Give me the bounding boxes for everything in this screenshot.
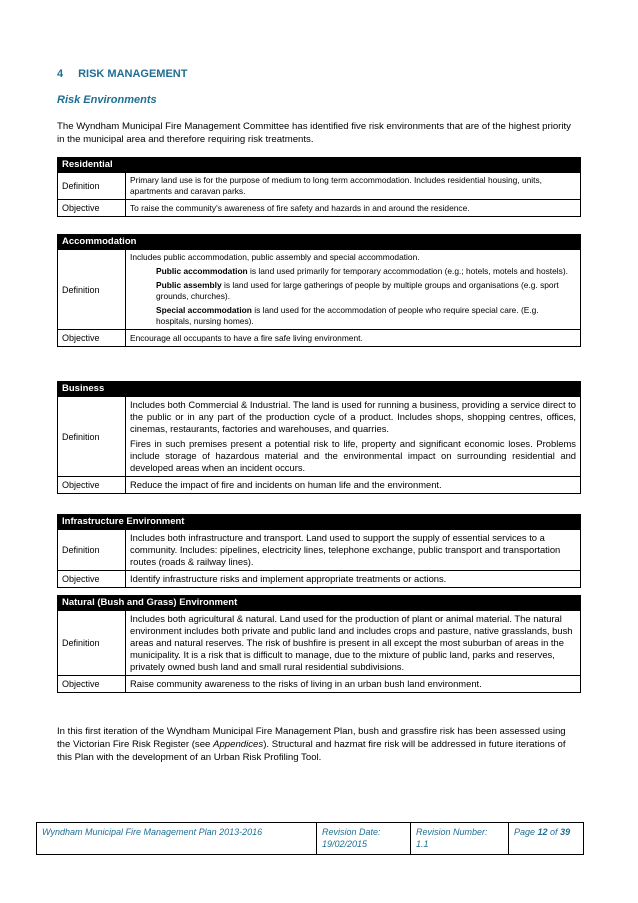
footer-revision-number: 1.1 [416, 839, 429, 849]
accommodation-item-term: Special accommodation [156, 305, 252, 315]
footer-page-total: 39 [560, 827, 571, 837]
accommodation-definition-label: Definition [58, 250, 126, 330]
business-definition: Includes both Commercial & Industrial. The land is used for running a business, providing a service direct to the public or in any part of the production cycle of a product. Includes shops, shopping centres, offices, cinemas, restaurants, factories and warehouses, and quarries. [130, 399, 576, 434]
business-definition-2: Fires in such premises present a potential risk to life, property and significant economic loses. Problems include storage of hazardous material and the environmental impact on surrounding residential and developed areas when an incident occurs. [130, 438, 576, 473]
residential-table [57, 157, 581, 217]
accommodation-item-text: is land used for the accommodation of people who require special care. (E.g. hospitals, nursing homes). [156, 305, 539, 326]
residential-objective-label: Objective [58, 200, 126, 217]
intro-paragraph: The Wyndham Municipal Fire Management Committee has identified five risk environments that are of the highest priority in the municipal area and therefore requiring risk treatments. [57, 121, 571, 145]
natural-definition-label: Definition [58, 611, 126, 676]
infrastructure-header: Infrastructure Environment [58, 515, 581, 530]
accommodation-objective-label: Objective [58, 330, 126, 347]
footer-page-prefix: Page [514, 827, 538, 837]
infrastructure-table [57, 514, 581, 588]
accommodation-definition: Includes public accommodation, public assembly and special accommodation. [130, 252, 420, 262]
accommodation-item [130, 266, 576, 277]
section-number: 4 [57, 68, 64, 80]
accommodation-item-text: is land used for large gatherings of people by multiple groups and organisations (e.g. sport grounds, churches). [156, 280, 559, 301]
accommodation-item [130, 280, 576, 302]
accommodation-item-term: Public assembly [156, 280, 222, 290]
closing-text-after: ). Structural and hazmat fire risk will be addressed in future iterations of this Plan with the development of an Urban Risk Profiling Tool. [57, 739, 566, 763]
section-heading [57, 68, 187, 80]
business-definition-cell [126, 397, 581, 477]
residential-header: Residential [58, 158, 581, 173]
accommodation-table [57, 234, 581, 347]
accommodation-item-text: is land used primarily for temporary accommodation (e.g.; hotels, motels and hostels). [247, 266, 568, 276]
natural-header: Natural (Bush and Grass) Environment [58, 596, 581, 611]
page-footer [36, 822, 584, 855]
footer-plan-title: Wyndham Municipal Fire Management Plan 2013-2016 [37, 823, 317, 855]
residential-objective: To raise the community's awareness of fire safety and hazards in and around the residence. [126, 200, 581, 217]
residential-definition-label: Definition [58, 173, 126, 200]
accommodation-objective: Encourage all occupants to have a fire safe living environment. [126, 330, 581, 347]
business-objective: Reduce the impact of fire and incidents on human life and the environment. [126, 477, 581, 494]
footer-revision-date: 19/02/2015 [322, 839, 368, 849]
accommodation-header: Accommodation [58, 235, 581, 250]
business-objective-label: Objective [58, 477, 126, 494]
closing-paragraph [57, 725, 581, 764]
infrastructure-definition-label: Definition [58, 530, 126, 571]
footer-page-number [509, 823, 584, 855]
natural-definition: Includes both agricultural & natural. Land used for the production of plant or animal material. The natural environment includes both private and public land and includes crops and pasture, native grasslands, bush areas and natural reserves. The risk of bushfire is present in all except the most suburban of areas in the municipality. It is a risk that is difficult to manage, due to the mixture of public land, parks and reserves, privately owned bush land and small rural residential subdivisions. [126, 611, 581, 676]
residential-definition: Primary land use is for the purpose of medium to long term accommodation. Includes residential housing, units, apartments and caravan parks. [126, 173, 581, 200]
natural-objective: Raise community awareness to the risks of living in an urban bush land environment. [126, 676, 581, 693]
business-table [57, 381, 581, 494]
business-header: Business [58, 382, 581, 397]
business-definition-label: Definition [58, 397, 126, 477]
footer-revision-number-label: Revision Number: [416, 827, 488, 837]
accommodation-item-term: Public accommodation [156, 266, 248, 276]
closing-appendices-reference: Appendices [213, 739, 264, 750]
accommodation-item [130, 305, 576, 327]
subsection-heading: Risk Environments [57, 94, 157, 106]
natural-objective-label: Objective [58, 676, 126, 693]
section-title: RISK MANAGEMENT [78, 68, 188, 80]
footer-page-current: 12 [537, 827, 548, 837]
infrastructure-objective: Identify infrastructure risks and implement appropriate treatments or actions. [126, 571, 581, 588]
infrastructure-definition: Includes both infrastructure and transport. Land used to support the supply of essential services to a community. Includes: pipelines, electricity lines, telephone exchange, public transport and transportation routes (roads & railway lines). [126, 530, 581, 571]
footer-revision-date-cell [317, 823, 411, 855]
footer-revision-date-label: Revision Date: [322, 827, 381, 837]
closing-text-before: In this first iteration of the Wyndham Municipal Fire Management Plan, bush and grassfire risk has been assessed using the Victorian Fire Risk Register (see [57, 726, 566, 750]
infrastructure-objective-label: Objective [58, 571, 126, 588]
footer-page-mid: of [547, 827, 561, 837]
accommodation-definition-cell [126, 250, 581, 330]
footer-revision-number-cell [411, 823, 509, 855]
natural-table [57, 595, 581, 693]
